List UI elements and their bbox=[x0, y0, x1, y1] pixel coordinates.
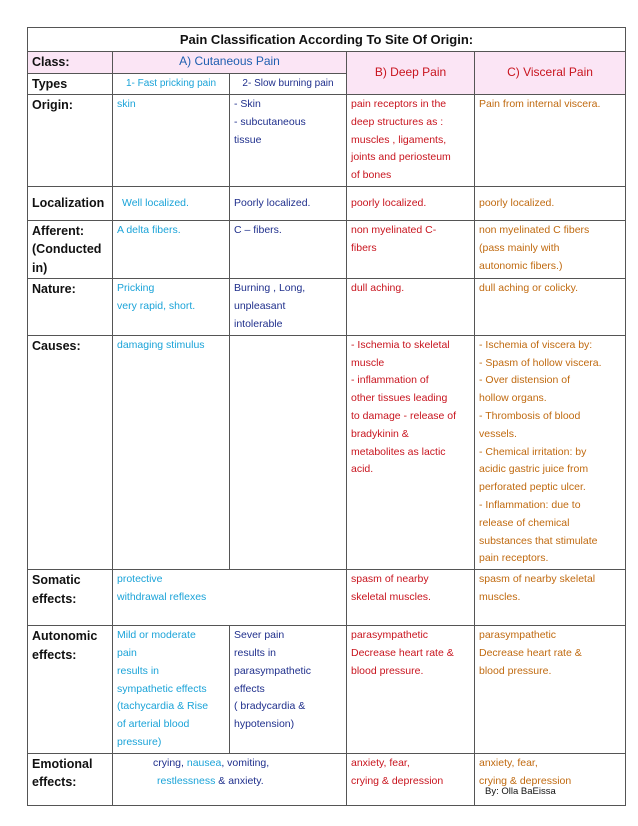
types-header: Types bbox=[28, 73, 113, 95]
cell-text-line: poorly localized. bbox=[351, 196, 427, 209]
cell-text-line: - inflammation of bbox=[351, 374, 429, 387]
cell-text-line: parasympathetic bbox=[234, 664, 312, 677]
cell-text-line: dull aching or colicky. bbox=[479, 282, 579, 295]
cell-text-line: spasm of nearby skeletal bbox=[479, 573, 596, 586]
cell-text-line: bradykinin & bbox=[351, 427, 409, 440]
row-label-autonomic bbox=[28, 626, 113, 754]
cell-origin-deep bbox=[347, 95, 475, 187]
cell-text-line: A delta fibers. bbox=[117, 223, 181, 236]
cell-text-line: non myelinated C fibers bbox=[479, 223, 590, 236]
cell-text-line: - Skin bbox=[234, 98, 261, 110]
cell-emotional-visceral bbox=[475, 753, 626, 805]
cell-somatic-deep bbox=[347, 570, 475, 626]
cell-autonomic-visceral bbox=[475, 626, 626, 754]
cell-text-line: Decrease heart rate & bbox=[479, 647, 582, 660]
cell-text-line: C – fibers. bbox=[234, 223, 282, 236]
cell-causes-visceral bbox=[475, 335, 626, 569]
emotional-word-crying: crying bbox=[153, 756, 182, 769]
author-byline: By: Olla BaEissa bbox=[485, 786, 556, 797]
cell-text-line: effects: bbox=[32, 647, 77, 662]
cell-text-line: (pass mainly with bbox=[479, 241, 560, 254]
cell-causes-fast bbox=[113, 335, 230, 569]
cell-text-line: - Thrombosis of blood bbox=[479, 410, 581, 423]
cell-text-line: vessels. bbox=[479, 427, 517, 440]
row-label-somatic bbox=[28, 570, 113, 626]
row-label-origin: Origin: bbox=[28, 95, 113, 187]
cell-text-line: ( bradycardia & bbox=[234, 700, 306, 713]
cell-autonomic-deep bbox=[347, 626, 475, 754]
cell-text-line: poorly localized. bbox=[479, 196, 555, 209]
cell-text-line: effects: bbox=[32, 775, 77, 790]
cell-afferent-slow bbox=[230, 220, 347, 279]
cell-text-line: spasm of nearby bbox=[351, 573, 429, 586]
cell-nature-slow bbox=[230, 279, 347, 335]
cell-localization-deep bbox=[347, 186, 475, 220]
cell-text-line: very rapid, short. bbox=[117, 300, 196, 313]
deep-header: B) Deep Pain bbox=[347, 52, 475, 95]
cell-text-line: of arterial blood bbox=[117, 718, 190, 731]
cell-nature-visceral bbox=[475, 279, 626, 335]
visceral-header: C) Visceral Pain bbox=[475, 52, 626, 95]
cell-text-line: Well localized. bbox=[122, 196, 189, 209]
cell-text-line: Sever pain bbox=[234, 629, 285, 642]
cell-text-line: - Over distension of bbox=[479, 374, 571, 387]
cell-text-line: protective bbox=[117, 573, 163, 586]
cell-text-line: autonomic fibers.) bbox=[479, 259, 563, 272]
row-label-localization: Localization bbox=[28, 186, 113, 220]
cell-origin-visceral bbox=[475, 95, 626, 187]
cell-text-line: release of chemical bbox=[479, 516, 570, 529]
cell-text-line: Burning , Long, bbox=[234, 282, 306, 295]
cell-causes-deep bbox=[347, 335, 475, 569]
cell-afferent-deep bbox=[347, 220, 475, 279]
cell-text-line: non myelinated C- bbox=[351, 223, 437, 236]
cell-text-line: muscle bbox=[351, 356, 385, 369]
emotional-separator: , bbox=[181, 756, 187, 769]
pain-classification-table bbox=[27, 27, 626, 806]
cell-text-line: crying & depression bbox=[351, 774, 444, 787]
cell-text-line: substances that stimulate bbox=[479, 534, 598, 547]
cell-text-line: hollow organs. bbox=[479, 392, 547, 405]
emotional-word-anxiety: anxiety. bbox=[228, 774, 264, 787]
cell-text-line: Somatic bbox=[32, 573, 81, 588]
emotional-separator: , bbox=[221, 756, 228, 769]
cell-text-line: results in bbox=[117, 664, 160, 677]
cell-text-line: damaging stimulus bbox=[117, 338, 205, 351]
cell-text-line: Autonomic bbox=[32, 629, 98, 644]
cell-text-line: blood pressure. bbox=[479, 664, 552, 677]
cell-text-line: - Chemical irritation: by bbox=[479, 445, 587, 458]
cell-text-line: withdrawal reflexes bbox=[117, 591, 207, 604]
cell-text-line: Pain from internal viscera. bbox=[479, 98, 601, 110]
cell-text-line: other tissues leading bbox=[351, 392, 448, 405]
cell-text-line: perforated peptic ulcer. bbox=[479, 481, 586, 494]
emotional-separator: & bbox=[215, 774, 229, 787]
cell-somatic-cutaneous bbox=[113, 570, 347, 626]
cell-text-line: - Spasm of hollow viscera. bbox=[479, 356, 602, 369]
cell-text-line: fibers bbox=[351, 241, 377, 254]
cell-text-line: - Ischemia to skeletal bbox=[351, 338, 450, 351]
cell-text-line: crying & depression bbox=[479, 774, 572, 787]
cell-text-line: joints and periosteum bbox=[351, 151, 451, 164]
row-label-causes: Causes: bbox=[28, 335, 113, 569]
cell-origin-slow bbox=[230, 95, 347, 187]
row-label-nature: Nature: bbox=[28, 279, 113, 335]
cell-text-line: Afferent: bbox=[32, 223, 85, 238]
cell-text-line: blood pressure. bbox=[351, 664, 424, 677]
cell-autonomic-fast bbox=[113, 626, 230, 754]
cell-text-line: Decrease heart rate & bbox=[351, 647, 454, 660]
cell-text-line: Mild or moderate bbox=[117, 629, 196, 642]
cell-text-line: metabolites as lactic bbox=[351, 445, 446, 458]
fast-pain-header: 1- Fast pricking pain bbox=[113, 73, 230, 95]
emotional-word-restlessness: restlessness bbox=[157, 774, 216, 787]
cell-text-line: effects: bbox=[32, 591, 77, 606]
emotional-word-vomiting: vomiting, bbox=[227, 756, 270, 769]
cell-text-line: - Inflammation: due to bbox=[479, 499, 581, 512]
cell-nature-fast bbox=[113, 279, 230, 335]
row-label-emotional bbox=[28, 753, 113, 805]
cell-origin-fast bbox=[113, 95, 230, 187]
cell-text-line: hypotension) bbox=[234, 718, 295, 731]
cell-nature-deep bbox=[347, 279, 475, 335]
cell-text-line: parasympathetic bbox=[479, 629, 557, 642]
cell-text-line: results in bbox=[234, 647, 277, 660]
cell-text-line: muscles , ligaments, bbox=[351, 133, 447, 146]
cell-causes-slow-empty bbox=[230, 335, 347, 569]
cell-autonomic-slow bbox=[230, 626, 347, 754]
table-title: Pain Classification According To Site Of Origin: bbox=[28, 28, 626, 52]
cell-afferent-fast bbox=[113, 220, 230, 279]
cell-text-line: - Ischemia of viscera by: bbox=[479, 338, 593, 351]
emotional-word-nausea: nausea bbox=[186, 756, 222, 769]
cell-text-line: (Conducted bbox=[32, 242, 102, 257]
slow-pain-header: 2- Slow burning pain bbox=[230, 73, 347, 95]
cell-text-line: unpleasant bbox=[234, 300, 286, 313]
cell-text-line: tissue bbox=[234, 133, 262, 146]
cell-text-line: skeletal muscles. bbox=[351, 591, 431, 604]
cell-text-line: in) bbox=[32, 260, 48, 275]
cell-afferent-visceral bbox=[475, 220, 626, 279]
cell-text-line: pain bbox=[117, 647, 137, 660]
cell-text-line: - subcutaneous bbox=[234, 115, 306, 128]
cell-text-line: anxiety, fear, bbox=[479, 756, 538, 769]
cell-text-line: pain receptors in the bbox=[351, 98, 447, 110]
cell-text-line: pain receptors. bbox=[479, 552, 549, 565]
cell-text-line: Poorly localized. bbox=[234, 196, 311, 209]
cell-text-line: deep structures as : bbox=[351, 115, 444, 128]
cell-text-line: dull aching. bbox=[351, 282, 405, 295]
cell-localization-visceral bbox=[475, 186, 626, 220]
cutaneous-header: A) Cutaneous Pain bbox=[113, 52, 347, 74]
cell-text-line: acid. bbox=[351, 463, 374, 476]
cell-text-line: acidic gastric juice from bbox=[479, 463, 589, 476]
cell-emotional-cutaneous bbox=[113, 753, 347, 805]
cell-text-line: (tachycardia & Rise bbox=[117, 700, 209, 713]
cell-localization-slow bbox=[230, 186, 347, 220]
cell-text-line: anxiety, fear, bbox=[351, 756, 410, 769]
cell-text-line: Emotional bbox=[32, 756, 93, 771]
row-label-afferent bbox=[28, 220, 113, 279]
cell-text-line: intolerable bbox=[234, 318, 283, 331]
cell-text-line: parasympathetic bbox=[351, 629, 429, 642]
cell-text-line: muscles. bbox=[479, 591, 521, 604]
cell-text-line: Pricking bbox=[117, 282, 155, 295]
cell-text-line: effects bbox=[234, 682, 265, 695]
cell-text-line: pressure) bbox=[117, 736, 162, 749]
cell-text-line: sympathetic effects bbox=[117, 682, 207, 695]
cell-localization-fast bbox=[113, 186, 230, 220]
class-header: Class: bbox=[28, 52, 113, 74]
cell-text-line: to damage - release of bbox=[351, 410, 457, 423]
cell-somatic-visceral bbox=[475, 570, 626, 626]
cell-text-line: of bones bbox=[351, 169, 392, 182]
cell-emotional-deep bbox=[347, 753, 475, 805]
cell-text-line: skin bbox=[117, 98, 136, 110]
